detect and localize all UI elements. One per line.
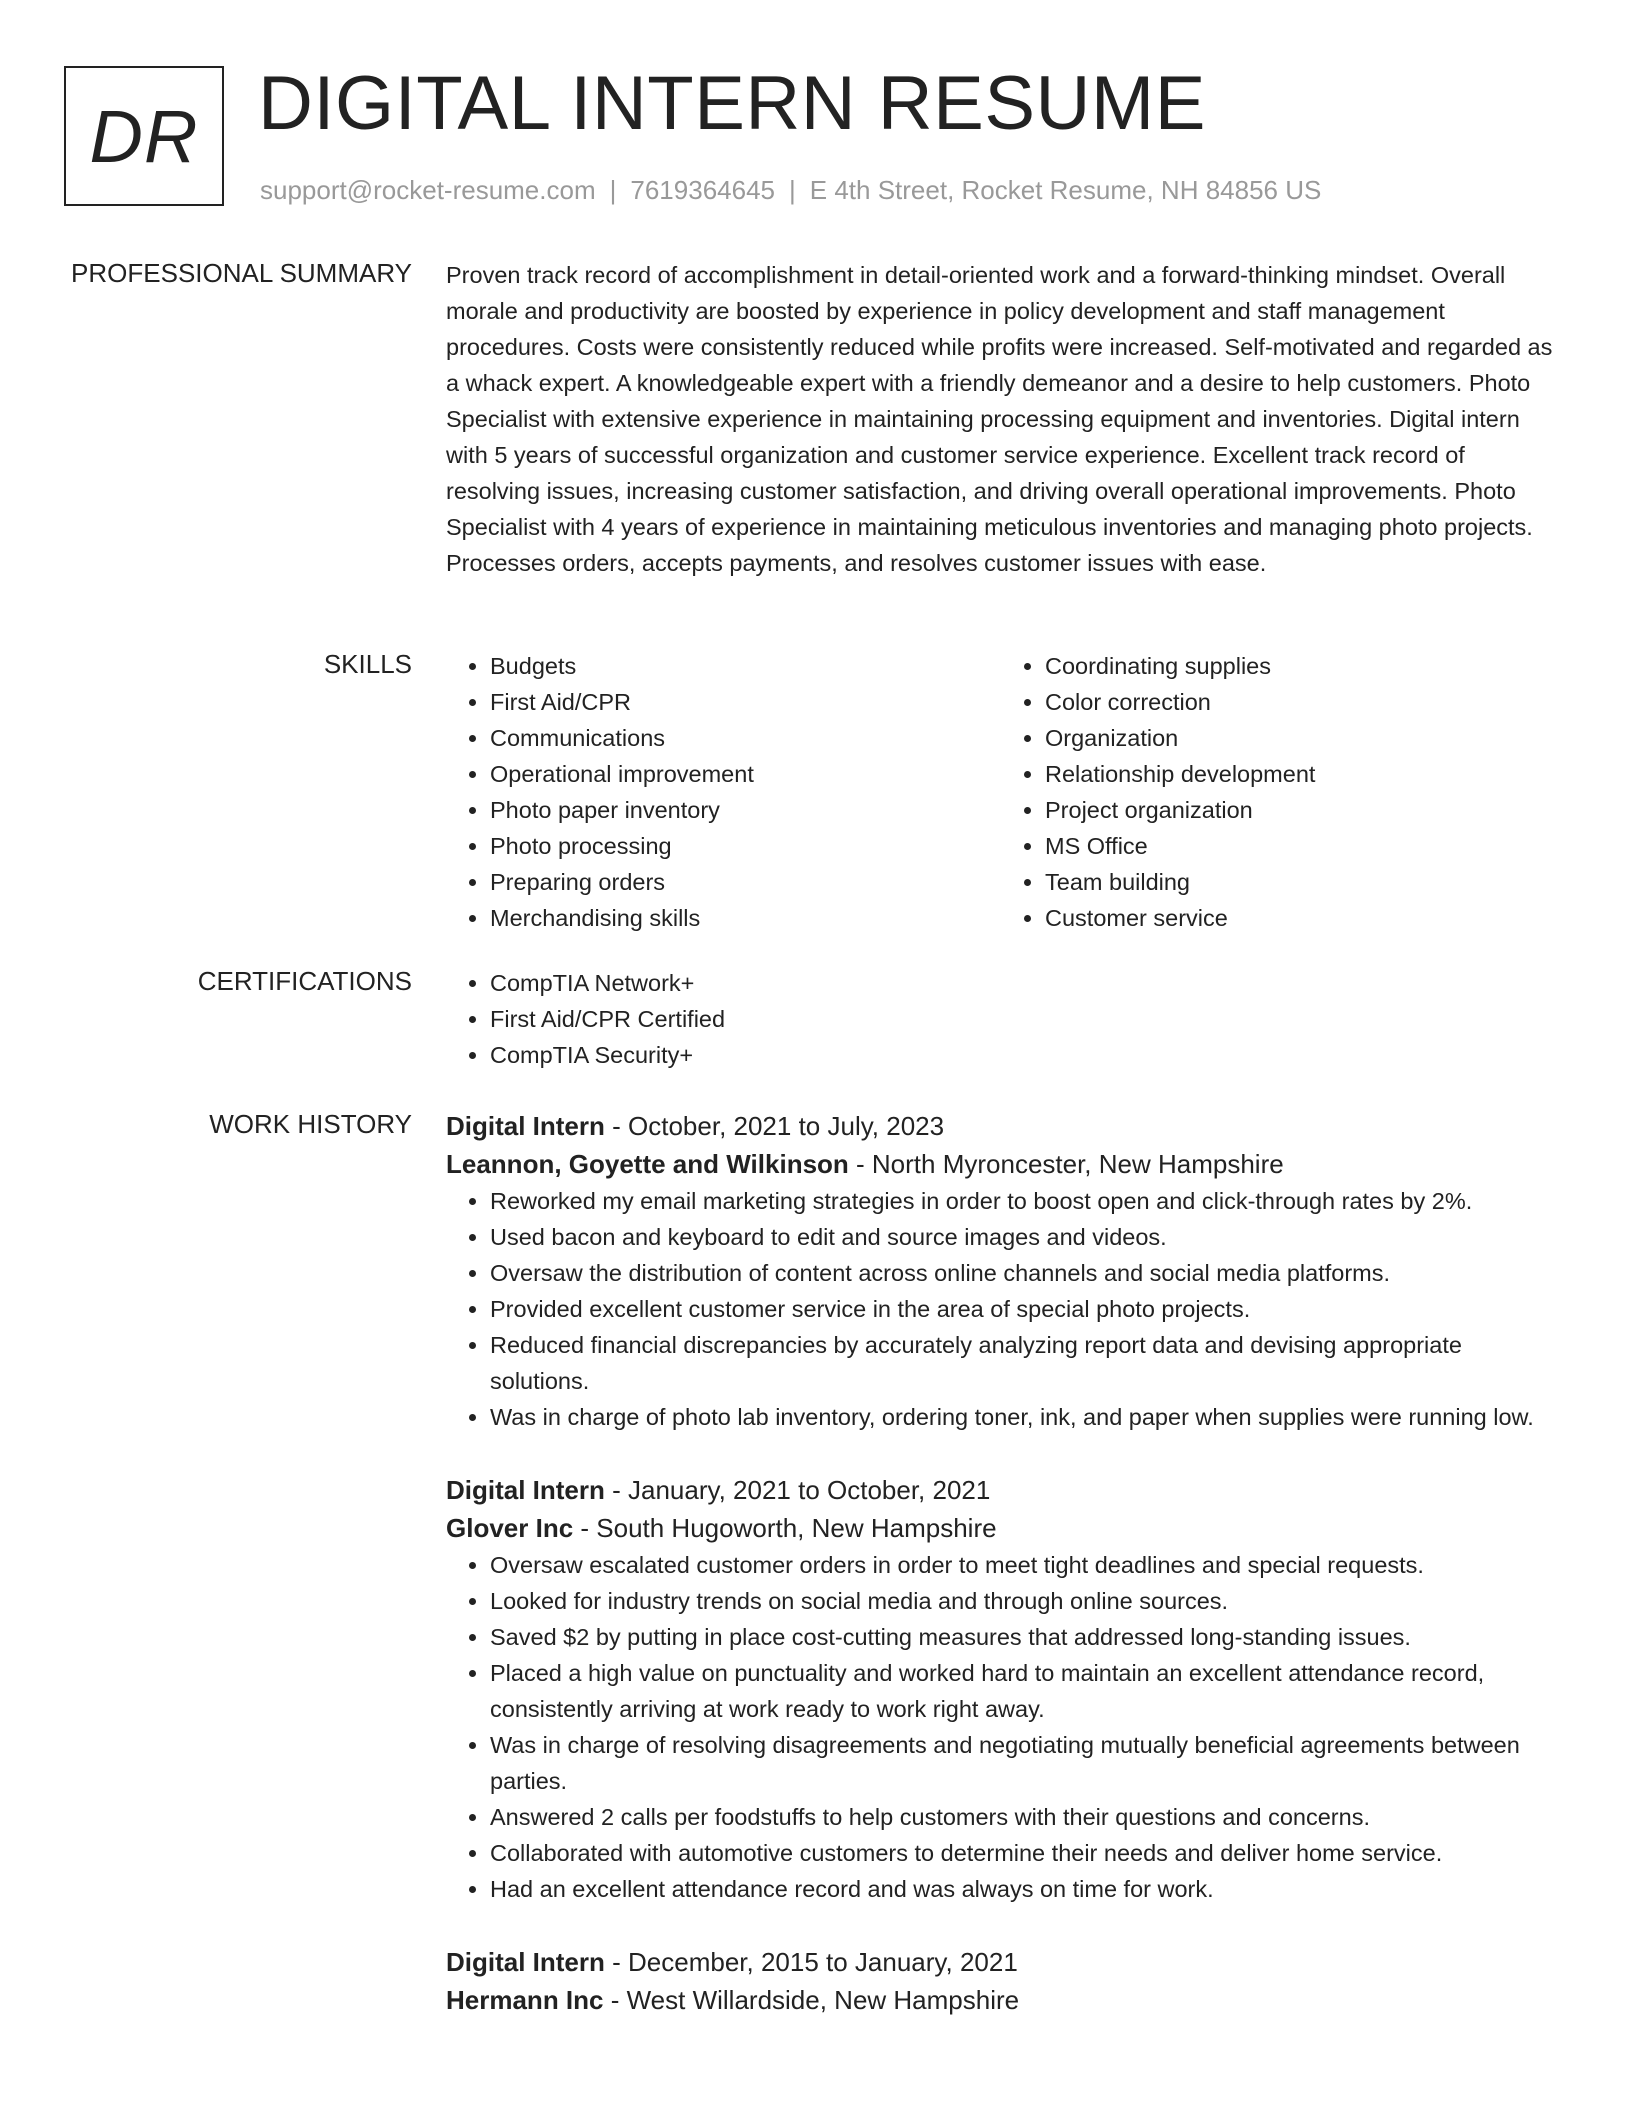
job-company: Leannon, Goyette and Wilkinson [446, 1149, 849, 1179]
job-company-line [446, 1981, 1556, 2019]
contact-phone[interactable]: 7619364645 [630, 175, 775, 205]
job-title: Digital Intern [446, 1475, 605, 1505]
job-dates: - December, 2015 to January, 2021 [604, 1947, 1018, 1977]
contact-separator: | [789, 175, 796, 205]
skill-item: • Customer service [1045, 900, 1556, 936]
job-bullet: • Looked for industry trends on social media and through online sources. [490, 1583, 1556, 1619]
job-bullets [446, 1547, 1556, 1907]
job-bullet: • Reduced financial discrepancies by accurately analyzing report data and devising appropriate solutions. [490, 1327, 1556, 1399]
job-entry [446, 1471, 1556, 1907]
certification-item: • CompTIA Network+ [490, 965, 1556, 1001]
job-title: Digital Intern [446, 1111, 605, 1141]
work-history-heading: WORK HISTORY [209, 1109, 412, 1139]
job-location: - North Myroncester, New Hampshire [848, 1149, 1284, 1179]
job-bullet: • Saved $2 by putting in place cost-cutting measures that addressed long-standing issues. [490, 1619, 1556, 1655]
job-dates: - January, 2021 to October, 2021 [604, 1475, 991, 1505]
skill-item: • First Aid/CPR [490, 684, 1001, 720]
skills-list-left [446, 648, 1001, 936]
job-bullet: • Provided excellent customer service in the area of special photo projects. [490, 1291, 1556, 1327]
job-bullet: • Reworked my email marketing strategies in order to boost open and click-through rates by 2%. [490, 1183, 1556, 1219]
skills-list-right [1001, 648, 1556, 936]
certifications-heading: CERTIFICATIONS [197, 966, 412, 996]
skill-item: • Project organization [1045, 792, 1556, 828]
skill-item: • Operational improvement [490, 756, 1001, 792]
job-bullet: • Collaborated with automotive customers to determine their needs and deliver home service. [490, 1835, 1556, 1871]
skill-item: • Merchandising skills [490, 900, 1001, 936]
job-title-line [446, 1107, 1556, 1145]
job-title: Digital Intern [446, 1947, 605, 1977]
job-company-line [446, 1509, 1556, 1547]
job-bullet: • Was in charge of resolving disagreements and negotiating mutually beneficial agreements between parties. [490, 1727, 1556, 1799]
job-entry [446, 1107, 1556, 1435]
skill-item: • Photo processing [490, 828, 1001, 864]
job-bullet: • Used bacon and keyboard to edit and source images and videos. [490, 1219, 1556, 1255]
skill-item: • MS Office [1045, 828, 1556, 864]
contact-email[interactable]: support@rocket-resume.com [260, 175, 596, 205]
job-bullet: • Placed a high value on punctuality and worked hard to maintain an excellent attendance record, consistently arriving at work ready to work right away. [490, 1655, 1556, 1727]
job-title-line [446, 1471, 1556, 1509]
job-bullet: • Was in charge of photo lab inventory, ordering toner, ink, and paper when supplies were running low. [490, 1399, 1556, 1435]
skill-item: • Preparing orders [490, 864, 1001, 900]
skill-item: • Color correction [1045, 684, 1556, 720]
job-company: Hermann Inc [446, 1985, 604, 2015]
contact-separator: | [609, 175, 617, 205]
resume-title: DIGITAL INTERN RESUME [258, 61, 1206, 146]
certification-item: • First Aid/CPR Certified [490, 1001, 1556, 1037]
job-bullet: • Answered 2 calls per foodstuffs to help customers with their questions and concerns. [490, 1799, 1556, 1835]
job-company-line [446, 1145, 1556, 1183]
job-entry [446, 1943, 1556, 2019]
skill-item: • Organization [1045, 720, 1556, 756]
monogram-logo: DR [64, 66, 224, 206]
job-location: - South Hugoworth, New Hampshire [573, 1513, 997, 1543]
certification-item: • CompTIA Security+ [490, 1037, 1556, 1073]
job-bullet: • Oversaw the distribution of content across online channels and social media platforms. [490, 1255, 1556, 1291]
resume-header [64, 61, 1564, 216]
job-title-line [446, 1943, 1556, 1981]
summary-heading: PROFESSIONAL SUMMARY [71, 258, 412, 288]
work-history-list [446, 1107, 1556, 2055]
skill-item: • Photo paper inventory [490, 792, 1001, 828]
job-company: Glover Inc [446, 1513, 574, 1543]
skill-item: • Relationship development [1045, 756, 1556, 792]
job-dates: - October, 2021 to July, 2023 [604, 1111, 945, 1141]
contact-address: E 4th Street, Rocket Resume, NH 84856 US [809, 175, 1322, 205]
skill-item: • Communications [490, 720, 1001, 756]
skills-heading: SKILLS [323, 649, 412, 679]
summary-text: Proven track record of accomplishment in detail-oriented work and a forward-thinking mindset. Overall morale and productivity are boosted by experience in policy development and staff management procedures. Costs were consistently reduced while profits were increased. Self-motivated and regarded as a whack expert. A knowledgeable expert with a friendly demeanor and a desire to help customers. Photo Specialist with extensive experience in maintaining processing equipment and inventories. Digital intern with 5 years of successful organization and customer service experience. Excellent track record of resolving issues, increasing customer satisfaction, and driving overall operational improvements. Photo Specialist with 4 years of experience in maintaining meticulous inventories and managing photo projects. Processes orders, accepts payments, and resolves customer issues with ease. [446, 262, 1553, 576]
skill-item: • Coordinating supplies [1045, 648, 1556, 684]
job-location: - West Willardside, New Hampshire [603, 1985, 1020, 2015]
job-bullets [446, 1183, 1556, 1435]
contact-line [260, 174, 1321, 206]
certifications-list [446, 965, 1556, 1073]
skill-item: • Budgets [490, 648, 1001, 684]
job-bullet: • Had an excellent attendance record and was always on time for work. [490, 1871, 1556, 1907]
job-bullet: • Oversaw escalated customer orders in order to meet tight deadlines and special requests. [490, 1547, 1556, 1583]
skill-item: • Team building [1045, 864, 1556, 900]
